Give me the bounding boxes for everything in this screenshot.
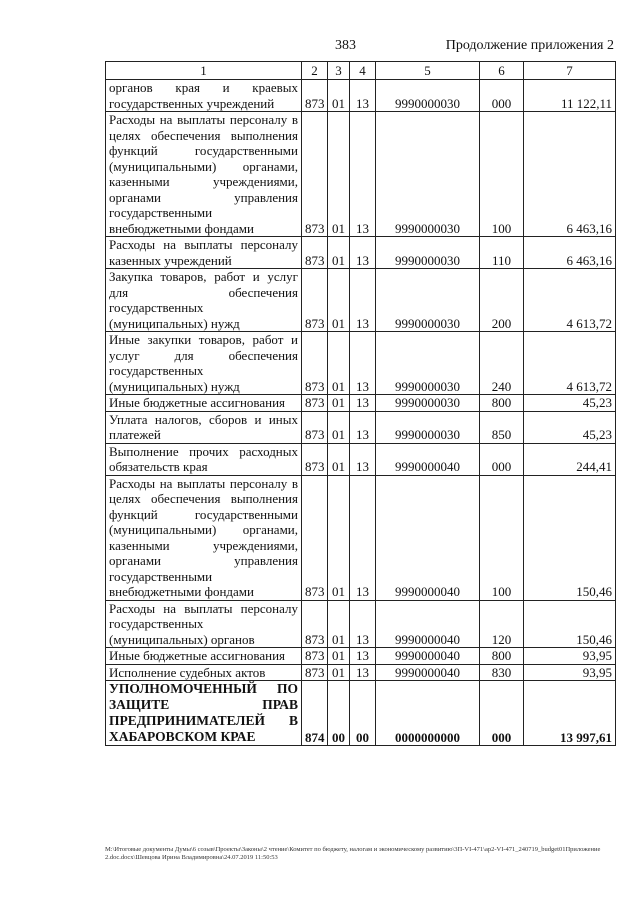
table-row [106, 112, 616, 237]
cell-rz: 01 [328, 112, 350, 237]
cell-csr: 9990000030 [376, 112, 480, 237]
cell-gr: 873 [302, 80, 328, 112]
cell-gr: 873 [302, 443, 328, 475]
cell-vr: 800 [480, 648, 524, 665]
cell-name: Уплата налогов, сборов и иных платежей [106, 411, 302, 443]
cell-name: Расходы на выплаты персоналу государственных (муниципальных) органов [106, 600, 302, 648]
cell-vr: 100 [480, 112, 524, 237]
table-body [106, 80, 616, 746]
cell-gr: 873 [302, 237, 328, 269]
cell-name: Иные закупки товаров, работ и услуг для обеспечения государственных (муниципальных) нужд [106, 332, 302, 395]
table-row [106, 600, 616, 648]
cell-name: Закупка товаров, работ и услуг для обеспечения государственных (муниципальных) нужд [106, 269, 302, 332]
column-number-7: 7 [524, 62, 616, 80]
cell-csr: 9990000030 [376, 411, 480, 443]
cell-pr: 13 [350, 332, 376, 395]
cell-rz: 01 [328, 332, 350, 395]
cell-gr: 873 [302, 112, 328, 237]
cell-name: УПОЛНОМОЧЕННЫЙ ПО ЗАЩИТЕ ПРАВ ПРЕДПРИНИМАТЕЛЕЙ В ХАБАРОВСКОМ КРАЕ [106, 681, 302, 746]
cell-pr: 13 [350, 664, 376, 681]
cell-rz: 01 [328, 411, 350, 443]
cell-pr: 13 [350, 80, 376, 112]
cell-csr: 9990000030 [376, 395, 480, 412]
cell-gr: 873 [302, 648, 328, 665]
cell-sum: 93,95 [524, 664, 616, 681]
cell-gr: 873 [302, 600, 328, 648]
footer-file-path: M:\Итоговые документы Думы\6 созыв\Проекты\Законы\2 чтение\Комитет по бюджету, налогам и экономическому развитию\3П-VI-471\ap2-VI-471_240719_budget01Приложение 2.doc.docx\Шевцова Ирина Владимировна\24.07.2019 11:50:53 [105, 846, 601, 861]
table-row [106, 269, 616, 332]
cell-name: органов края и краевых государственных учреждений [106, 80, 302, 112]
cell-sum: 6 463,16 [524, 237, 616, 269]
cell-vr: 800 [480, 395, 524, 412]
column-number-5: 5 [376, 62, 480, 80]
cell-sum: 4 613,72 [524, 269, 616, 332]
table-row [106, 443, 616, 475]
cell-csr: 0000000000 [376, 681, 480, 746]
total-row [106, 681, 616, 746]
cell-vr: 200 [480, 269, 524, 332]
cell-pr: 00 [350, 681, 376, 746]
cell-sum: 150,46 [524, 600, 616, 648]
cell-gr: 873 [302, 475, 328, 600]
cell-vr: 830 [480, 664, 524, 681]
cell-pr: 13 [350, 237, 376, 269]
cell-gr: 874 [302, 681, 328, 746]
cell-sum: 150,46 [524, 475, 616, 600]
cell-rz: 01 [328, 443, 350, 475]
cell-pr: 13 [350, 475, 376, 600]
cell-rz: 01 [328, 664, 350, 681]
cell-gr: 873 [302, 332, 328, 395]
cell-sum: 45,23 [524, 395, 616, 412]
cell-gr: 873 [302, 664, 328, 681]
cell-rz: 01 [328, 600, 350, 648]
cell-pr: 13 [350, 600, 376, 648]
cell-csr: 9990000040 [376, 443, 480, 475]
cell-vr: 000 [480, 80, 524, 112]
cell-rz: 01 [328, 475, 350, 600]
cell-vr: 850 [480, 411, 524, 443]
cell-sum: 11 122,11 [524, 80, 616, 112]
cell-gr: 873 [302, 269, 328, 332]
column-number-4: 4 [350, 62, 376, 80]
cell-sum: 45,23 [524, 411, 616, 443]
cell-vr: 120 [480, 600, 524, 648]
continuation-label: Продолжение приложения 2 [445, 38, 614, 53]
cell-pr: 13 [350, 395, 376, 412]
table-row [106, 411, 616, 443]
column-number-1: 1 [106, 62, 302, 80]
cell-csr: 9990000030 [376, 237, 480, 269]
cell-csr: 9990000030 [376, 269, 480, 332]
cell-name: Расходы на выплаты персоналу казенных учреждений [106, 237, 302, 269]
cell-pr: 13 [350, 269, 376, 332]
table-row [106, 475, 616, 600]
cell-vr: 100 [480, 475, 524, 600]
cell-csr: 9990000030 [376, 80, 480, 112]
cell-rz: 01 [328, 80, 350, 112]
cell-pr: 13 [350, 411, 376, 443]
cell-pr: 13 [350, 112, 376, 237]
cell-vr: 110 [480, 237, 524, 269]
cell-sum: 93,95 [524, 648, 616, 665]
column-number-2: 2 [302, 62, 328, 80]
cell-name: Выполнение прочих расходных обязательств края [106, 443, 302, 475]
cell-rz: 01 [328, 237, 350, 269]
column-number-6: 6 [480, 62, 524, 80]
cell-csr: 9990000040 [376, 475, 480, 600]
cell-rz: 01 [328, 269, 350, 332]
cell-name: Иные бюджетные ассигнования [106, 395, 302, 412]
cell-name: Расходы на выплаты персоналу в целях обеспечения выполнения функций государственными (муниципальными) органами, казенными учреждениями, органами управления государственными внебюджетными фондами [106, 475, 302, 600]
table-row [106, 395, 616, 412]
cell-gr: 873 [302, 395, 328, 412]
cell-sum: 13 997,61 [524, 681, 616, 746]
cell-csr: 9990000040 [376, 664, 480, 681]
table-row [106, 80, 616, 112]
column-number-3: 3 [328, 62, 350, 80]
cell-sum: 4 613,72 [524, 332, 616, 395]
cell-gr: 873 [302, 411, 328, 443]
cell-vr: 000 [480, 443, 524, 475]
table-row [106, 664, 616, 681]
cell-rz: 00 [328, 681, 350, 746]
cell-pr: 13 [350, 648, 376, 665]
cell-name: Расходы на выплаты персоналу в целях обеспечения выполнения функций государственными (муниципальными) органами, казенными учреждениями, органами управления государственными внебюджетными фондами [106, 112, 302, 237]
budget-table [105, 61, 616, 746]
cell-rz: 01 [328, 395, 350, 412]
table-row [106, 648, 616, 665]
cell-name: Иные бюджетные ассигнования [106, 648, 302, 665]
cell-sum: 6 463,16 [524, 112, 616, 237]
cell-pr: 13 [350, 443, 376, 475]
cell-csr: 9990000040 [376, 600, 480, 648]
cell-vr: 240 [480, 332, 524, 395]
column-number-row [106, 62, 616, 80]
table-row [106, 237, 616, 269]
cell-csr: 9990000040 [376, 648, 480, 665]
cell-rz: 01 [328, 648, 350, 665]
cell-sum: 244,41 [524, 443, 616, 475]
cell-csr: 9990000030 [376, 332, 480, 395]
cell-vr: 000 [480, 681, 524, 746]
page-number: 383 [335, 38, 356, 53]
cell-name: Исполнение судебных актов [106, 664, 302, 681]
table-row [106, 332, 616, 395]
